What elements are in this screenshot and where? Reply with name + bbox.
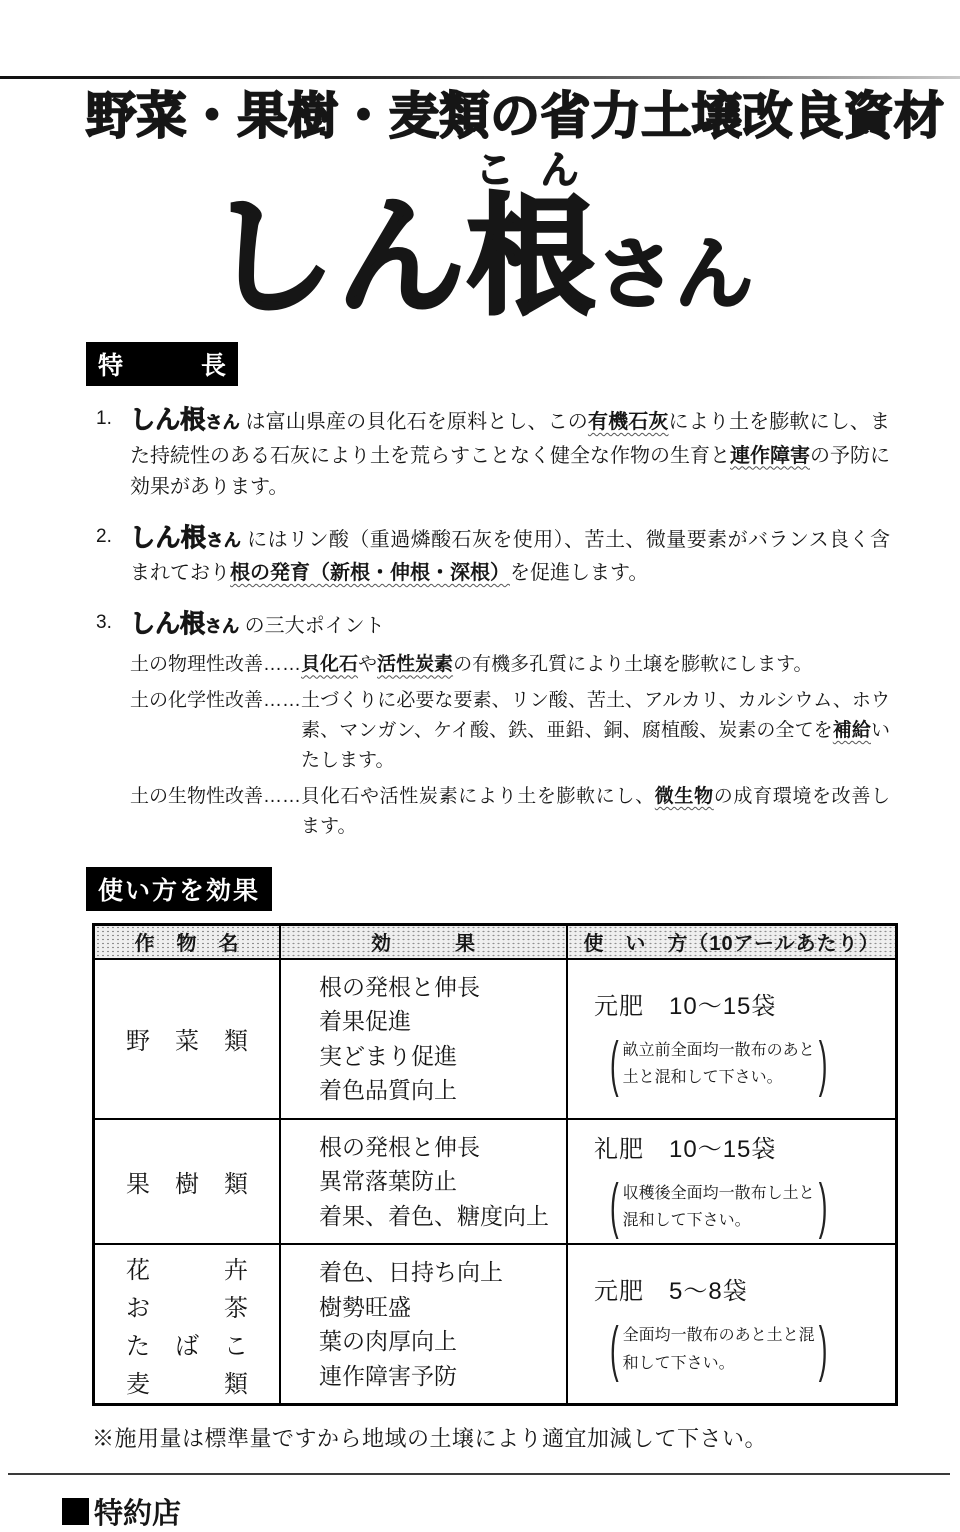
scanned-flyer-page [0, 76, 960, 1531]
text-segment: により土を膨軟にし、また持続性のある石灰により土を荒らすことなく健全な作物の生育と [130, 411, 891, 467]
usage-note-line: 全面均一散布のあと土と混 [622, 1327, 815, 1345]
three-points-label: 土の生物性改善…… [130, 785, 302, 807]
crop-name-char: た [126, 1332, 150, 1360]
usage-cell [567, 1119, 897, 1245]
text-segment: 連作障害 [730, 444, 810, 467]
crop-name-line [126, 1164, 248, 1199]
parenthesis-close: ) [818, 1313, 828, 1384]
furigana: こん [466, 150, 597, 192]
crop-name-char: 類 [224, 1028, 248, 1056]
usage-note-line: 混和して下さい。 [622, 1211, 751, 1229]
crop-name-cell [94, 1119, 281, 1245]
three-points-item [130, 686, 890, 777]
text-segment: さん [206, 530, 242, 550]
crop-name-char: 類 [224, 1370, 248, 1398]
usage-cell [567, 1244, 897, 1405]
crop-name-char: 菜 [175, 1028, 199, 1056]
crop-name-char: ば [175, 1332, 199, 1360]
three-points-item [130, 650, 890, 680]
effect-line: 着色、日持ち向上 [319, 1259, 503, 1286]
text-segment: しん根 [130, 523, 207, 552]
usage-note-line: 土と混和して下さい。 [622, 1069, 783, 1087]
usage-note-lines [623, 1322, 815, 1376]
crop-name-char: 麦 [126, 1370, 150, 1398]
parenthesis-close: ) [818, 1027, 828, 1099]
text-segment: さん [205, 413, 240, 432]
black-square-icon [62, 1498, 89, 1525]
text-segment: いたします。 [301, 720, 890, 772]
text-segment: しん根 [130, 406, 206, 434]
usage-table [92, 923, 898, 1407]
product-name-kanji: 根 [466, 186, 597, 329]
effects-cell [280, 1119, 567, 1245]
text-segment: にはリン酸（重過燐酸石灰を使用）、苦土、微量要素がバランス良く含まれており [130, 528, 890, 585]
text-segment: や [358, 654, 378, 676]
feature-item-number: 2. [96, 525, 112, 547]
page-title: 野菜・果樹・麦類の省力土壌改良資材 [86, 88, 945, 144]
effect-line: 異常落葉防止 [319, 1168, 457, 1195]
effects-cell [280, 959, 567, 1119]
text-segment: は富山県産の貝化石を原料とし、この [239, 411, 588, 433]
usage-table-body [94, 959, 897, 1405]
text-segment: の成育環境を改善します。 [301, 785, 890, 838]
features-section-heading [86, 342, 238, 386]
text-segment: 微生物 [654, 785, 714, 807]
usage-note-line: 畝立前全面均一散布のあと [622, 1041, 815, 1059]
usage-amount: 元肥 5～8袋 [594, 1278, 748, 1306]
effect-line: 根の発根と伸長 [319, 1133, 480, 1160]
table-row [94, 1244, 897, 1405]
three-points-text [301, 782, 890, 843]
table-row [94, 1119, 897, 1245]
crop-name-char: 野 [126, 1028, 150, 1056]
usage-amount: 元肥 10～15袋 [594, 992, 777, 1020]
scan-edge-line [0, 76, 960, 79]
feature-item [96, 605, 890, 645]
feature-item-text [130, 401, 890, 504]
crop-name-char: 花 [126, 1256, 150, 1284]
application-note: ※施用量は標準量ですから地域の土壌により適宜加減して下さい。 [92, 1426, 768, 1452]
effects-cell [280, 1244, 567, 1405]
effect-line: 根の発根と伸長 [319, 973, 480, 1000]
usage-amount: 礼肥 10～15袋 [594, 1135, 777, 1163]
feature-item-number: 3. [96, 611, 112, 633]
usage-cell [567, 959, 897, 1119]
parenthesis-close: ) [818, 1170, 828, 1241]
usage-note-line: 収穫後全面均一散布し土と [622, 1184, 815, 1202]
feature-item-text [130, 519, 890, 590]
crop-name-line [126, 1326, 248, 1361]
effect-line: 実どまり促進 [319, 1042, 457, 1069]
product-name [206, 150, 597, 329]
usage-table-header-row [94, 924, 897, 959]
effect-line: 着色品質向上 [319, 1077, 457, 1104]
parenthesis-open: ( [610, 1170, 619, 1241]
table-header-cell: 使 い 方（10アールあたり） [567, 924, 897, 959]
usage-note [606, 1027, 891, 1099]
text-segment: 補給 [832, 720, 871, 742]
usage-note [606, 1170, 891, 1241]
crop-name-cell [94, 1244, 281, 1405]
three-points-label: 土の化学性改善…… [130, 689, 302, 711]
text-segment: を促進します。 [510, 562, 649, 585]
crop-name-line [126, 1021, 248, 1056]
features-heading-char-left: 特 [98, 352, 124, 380]
three-points-text [301, 686, 890, 777]
usage-note-lines [623, 1180, 815, 1234]
text-segment: 貝化石や活性炭素により土を膨軟にし、 [301, 785, 655, 807]
parenthesis-open: ( [610, 1027, 619, 1099]
dealer-footer [62, 1491, 960, 1532]
effect-line: 樹勢旺盛 [319, 1293, 411, 1320]
text-segment: の三大ポイント [239, 614, 385, 637]
features-heading-char-right: 長 [200, 352, 226, 380]
effect-line: 連作障害予防 [319, 1362, 457, 1389]
feature-item-text [130, 605, 890, 645]
dealer-label: 特約店 [94, 1498, 182, 1531]
crop-name-char: 類 [224, 1170, 248, 1198]
three-points-text [301, 650, 890, 680]
text-segment: 根の発育（新根・伸根・深根） [230, 562, 510, 585]
three-points-label: 土の物理性改善…… [130, 654, 302, 676]
crop-name-char: 卉 [224, 1256, 248, 1284]
text-segment: の有機多孔質により土壌を膨軟にします。 [453, 654, 813, 676]
text-segment: さん [205, 616, 240, 636]
crop-name-line [126, 1288, 248, 1323]
crop-name-char: こ [224, 1332, 248, 1360]
usage-note-line: 和して下さい。 [622, 1354, 735, 1372]
usage-note-lines [623, 1037, 815, 1091]
crop-name-char: 果 [126, 1170, 150, 1198]
crop-name-char: 茶 [224, 1294, 248, 1322]
product-title [0, 150, 960, 329]
feature-item-number: 1. [96, 408, 112, 429]
features-list [96, 401, 890, 644]
effect-line: 葉の肉厚向上 [319, 1328, 457, 1355]
table-header-cell: 作 物 名 [94, 924, 281, 959]
effect-line: 着果促進 [319, 1008, 411, 1035]
text-segment: 有機石灰 [587, 411, 669, 433]
text-segment: しん根 [130, 609, 206, 638]
text-segment: の予防に効果があります。 [130, 444, 890, 499]
text-segment: 活性炭素 [377, 654, 454, 676]
feature-item [96, 401, 890, 504]
feature-item [96, 519, 890, 590]
crop-name-char: お [126, 1294, 150, 1322]
product-name-suffix: さん [597, 230, 754, 318]
text-segment: 土づくりに必要な要素、リン酸、苦土、アルカリ、カルシウム、ホウ素、マンガン、ケイ酸、鉄、亜鉛、銅、腐植酸、炭素の全てを [301, 689, 890, 742]
usage-note [606, 1313, 891, 1384]
three-points-item [130, 782, 890, 843]
crop-name-line [126, 1250, 248, 1285]
three-points-list [130, 650, 890, 842]
text-segment: 貝化石 [301, 654, 359, 676]
crop-name-line [126, 1364, 248, 1399]
crop-name-cell [94, 959, 281, 1119]
product-name-prefix: しん [206, 186, 467, 329]
crop-name-char: 樹 [175, 1170, 199, 1198]
divider-rule [8, 1473, 950, 1475]
table-row [94, 959, 897, 1119]
table-header-cell: 効 果 [280, 924, 567, 959]
effect-line: 着果、着色、糖度向上 [319, 1202, 549, 1229]
usage-section-heading: 使い方を効果 [86, 867, 272, 911]
parenthesis-open: ( [610, 1313, 619, 1384]
product-name-ruby [466, 150, 597, 329]
